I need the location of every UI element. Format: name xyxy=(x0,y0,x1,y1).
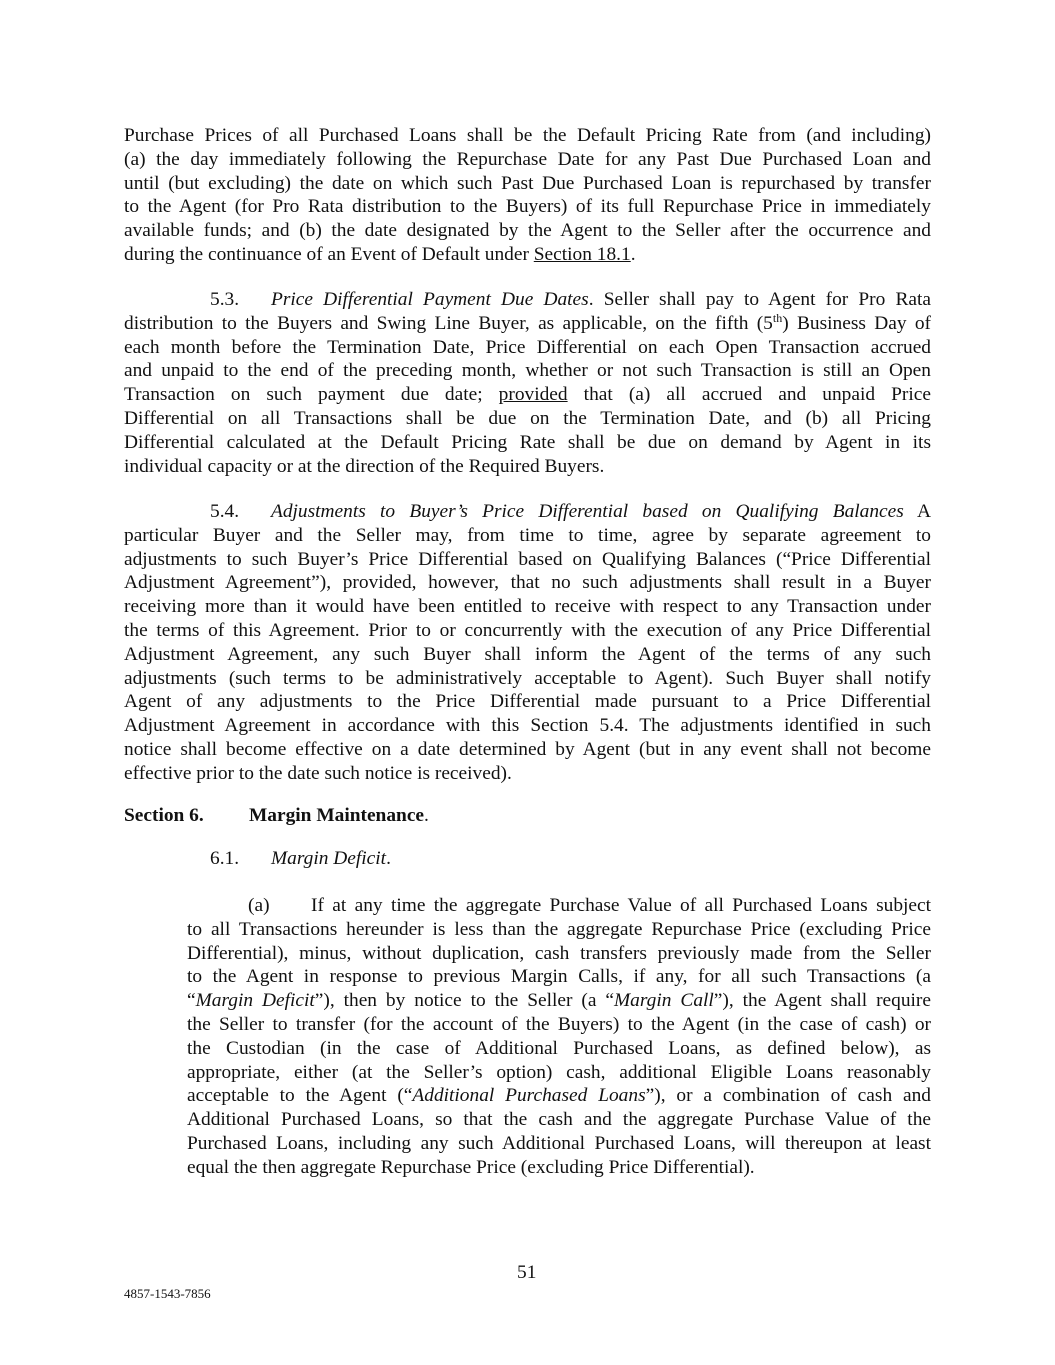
text-run: distribution to the Buyers and Swing Line Buyer, as applicable, on the fifth (5 xyxy=(124,312,773,334)
text-run: to the Agent (for Pro Rata distribution to the Buyers) of its full Repurchase Price in immediately xyxy=(124,196,931,218)
paragraph-default-pricing xyxy=(124,124,931,267)
subsection-period: . xyxy=(386,848,391,869)
text-run: Adjustment Agreement”), provided, however, that no such adjustments shall result in a Buyer xyxy=(124,572,931,594)
text-line xyxy=(124,548,931,572)
text-line xyxy=(124,500,931,524)
text-line xyxy=(124,288,931,312)
text-run: until (but excluding) the date on which such Past Due Purchased Loan is repurchased by transfer xyxy=(124,172,931,194)
text-run: receiving more than it would have been entitled to receive with respect to any Transaction under xyxy=(124,596,931,618)
text-run: . xyxy=(630,243,636,265)
text-line xyxy=(124,407,931,431)
subsection-number: 6.1. xyxy=(210,848,240,869)
text-run: Additional Purchased Loans, so that the cash and the aggregate Purchase Value of the xyxy=(187,1109,931,1131)
text-run: If at any time the aggregate Purchase Value of all Purchased Loans subject xyxy=(311,895,931,916)
text-run: Differential on all Transactions shall be due on the Termination Date, and (b) all Pricing xyxy=(124,407,931,429)
italic-term: Margin Call xyxy=(614,990,714,1012)
paragraph-number: 5.3. xyxy=(210,289,240,310)
text-line xyxy=(187,989,931,1013)
page-number: 51 xyxy=(517,1262,537,1283)
text-line xyxy=(124,172,931,196)
text-run: adjustments (such terms to be administratively acceptable to Agent). Such Buyer shall notify xyxy=(124,667,931,689)
text-line xyxy=(124,714,931,738)
text-line xyxy=(124,195,931,219)
text-line xyxy=(124,762,931,786)
text-line xyxy=(124,643,931,667)
paragraph-5-3 xyxy=(124,288,931,478)
text-run: to the Agent in response to previous Margin Calls, if any, for all such Transactions (a xyxy=(187,966,931,988)
text-run: appropriate, either (at the Seller’s option) cash, additional Eligible Loans reasonably xyxy=(187,1061,931,1083)
text-line xyxy=(124,690,931,714)
section-title: Margin Maintenance xyxy=(249,805,425,826)
text-line xyxy=(187,1061,931,1085)
text-run: equal the then aggregate Repurchase Price (excluding Price Differential). xyxy=(187,1156,755,1178)
subsection-6-1-heading xyxy=(210,848,391,870)
text-line xyxy=(124,383,931,407)
text-run: Adjustment Agreement in accordance with this Section 5.4. The adjustments identified in such xyxy=(124,715,931,737)
text-line xyxy=(187,918,931,942)
text-line xyxy=(124,312,931,336)
text-line xyxy=(187,1156,931,1180)
paragraph-number: (a) xyxy=(248,895,270,916)
text-run: particular Buyer and the Seller may, from time to time, agree by separate agreement to xyxy=(124,524,931,546)
text-run: effective prior to the date such notice is received). xyxy=(124,762,512,784)
text-run: each month before the Termination Date, Price Differential on each Open Transaction accrued xyxy=(124,336,931,358)
text-run: ”), or a combination of cash and xyxy=(645,1085,931,1107)
text-line xyxy=(187,1013,931,1037)
text-run: the Custodian (in the case of Additional Purchased Loans, as defined below), as xyxy=(187,1037,931,1059)
text-run: adjustments to such Buyer’s Price Differential based on Qualifying Balances (“Price Differential xyxy=(124,548,931,570)
text-line xyxy=(124,524,931,548)
text-line xyxy=(124,124,931,148)
text-run: Differential calculated at the Default Pricing Rate shall be due on demand by Agent in its xyxy=(124,431,931,453)
text-line xyxy=(187,1132,931,1156)
text-run: ) Business Day of xyxy=(782,312,931,334)
italic-term: Adjustments to Buyer’s Price Differential based on Qualifying Balances xyxy=(271,501,904,522)
text-run: . Seller shall pay to Agent for Pro Rata xyxy=(588,289,931,310)
text-run: and unpaid to the end of the preceding month, whether or not such Transaction is still an Open xyxy=(124,360,931,382)
section-number: Section 6. xyxy=(124,805,204,826)
text-line xyxy=(124,667,931,691)
text-run: Purchase Prices of all Purchased Loans shall be the Default Pricing Rate from (and including) xyxy=(124,125,931,146)
text-run: to all Transactions hereunder is less than the aggregate Repurchase Price (excluding Price xyxy=(187,918,931,940)
text-run: acceptable to the Agent (“ xyxy=(187,1085,413,1107)
text-line xyxy=(124,148,931,172)
text-run: A xyxy=(903,501,931,522)
text-line xyxy=(124,619,931,643)
text-line xyxy=(124,595,931,619)
text-run: Differential), minus, without duplication, cash transfers previously made from the Seller xyxy=(187,942,931,964)
underlined-term: Section 18.1 xyxy=(533,243,631,265)
text-run: ”), then by notice to the Seller (a “ xyxy=(314,990,614,1012)
text-run: ”), the Agent shall require xyxy=(713,990,931,1012)
text-line xyxy=(187,1084,931,1108)
italic-term: Additional Purchased Loans xyxy=(412,1085,646,1107)
text-run: during the continuance of an Event of Default under xyxy=(124,243,534,265)
text-run: notice shall become effective on a date determined by Agent (but in any event shall not become xyxy=(124,738,931,760)
text-line xyxy=(187,965,931,989)
underlined-term: provided xyxy=(498,384,568,406)
text-line xyxy=(124,243,931,267)
paragraph-number: 5.4. xyxy=(210,501,240,522)
text-run: individual capacity or at the direction of the Required Buyers. xyxy=(124,455,605,477)
subsection-title: Margin Deficit xyxy=(271,848,387,869)
text-line xyxy=(124,455,931,479)
section-period: . xyxy=(424,805,429,826)
text-line xyxy=(124,431,931,455)
document-id: 4857-1543-7856 xyxy=(124,1286,211,1301)
paragraph-5-4 xyxy=(124,500,931,786)
text-run: Adjustment Agreement, any such Buyer shall inform the Agent of the terms of any such xyxy=(124,643,931,665)
italic-term: Margin Deficit xyxy=(195,990,315,1012)
text-line xyxy=(187,894,931,918)
text-line xyxy=(124,219,931,243)
paragraph-6-1-a xyxy=(187,894,931,1180)
text-line xyxy=(124,571,931,595)
text-run: that (a) all accrued and unpaid Price xyxy=(567,384,931,406)
section-6-heading xyxy=(124,805,429,827)
italic-term: Price Differential Payment Due Dates xyxy=(271,289,589,310)
superscript: th xyxy=(772,310,783,325)
text-line xyxy=(124,359,931,383)
text-line xyxy=(187,1108,931,1132)
text-line xyxy=(124,336,931,360)
text-run: available funds; and (b) the date designated by the Agent to the Seller after the occurrence and xyxy=(124,220,931,242)
text-run: Agent of any adjustments to the Price Differential made pursuant to a Price Differential xyxy=(124,691,931,713)
text-run: the Seller to transfer (for the account of the Buyers) to the Agent (in the case of cash) or xyxy=(187,1013,931,1035)
text-line xyxy=(124,738,931,762)
text-run: “ xyxy=(187,990,196,1012)
text-run: the terms of this Agreement. Prior to or concurrently with the execution of any Price Differential xyxy=(124,619,931,641)
text-run: Transaction on such payment due date; xyxy=(124,384,499,406)
text-run: (a) the day immediately following the Repurchase Date for any Past Due Purchased Loan and xyxy=(124,148,931,170)
text-line xyxy=(187,942,931,966)
text-run: Purchased Loans, including any such Additional Purchased Loans, will thereupon at least xyxy=(187,1132,931,1154)
text-line xyxy=(187,1037,931,1061)
